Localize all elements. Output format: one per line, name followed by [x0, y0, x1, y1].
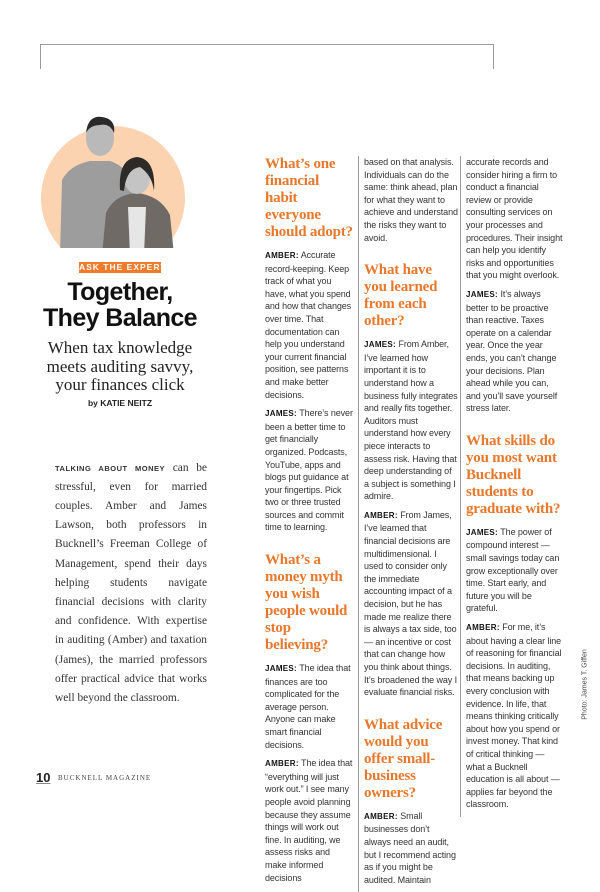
- answer-text: accurate records and consider hiring a firm to conduct a financial review or provide consulting services on your processes and procedures. Their insight can help you identify risks and opportunities that you might overlook.: [466, 157, 563, 281]
- answer-text: From James, I’ve learned that financial decisions are multidimensional. I used to consider only the immediate accounting impact of a decision, but he has made me realize there is always a tax side, too — an incentive or cost that can change how you think about things. It’s broadened the way I evaluate financial risks.: [364, 509, 457, 698]
- question-heading: What’s one financial habit everyone should adopt?: [265, 156, 353, 240]
- speaker-label: AMBER:: [265, 759, 299, 769]
- top-frame: [40, 44, 494, 69]
- page-title: Together, They Balance: [43, 278, 197, 332]
- answer-text: Small businesses don’t always need an audit, but I recommend acting as if you might be audited. Maintain: [364, 810, 456, 885]
- answer: [364, 509, 458, 699]
- answer: [265, 249, 353, 401]
- question-heading: What skills do you most want Bucknell students to graduate with?: [466, 432, 561, 517]
- subtitle: When tax knowledge meets auditing savvy, your finances click: [46, 338, 194, 394]
- column-3: [460, 156, 564, 817]
- byline: by KATIE NEITZ: [87, 397, 153, 408]
- intro-lead: TALKING ABOUT MONEY: [55, 463, 166, 473]
- answer-text: based on that analysis. Individuals can do the same: think ahead, plan for what they want to achieve and understand the risks they want to avoid.: [364, 157, 458, 243]
- speaker-label: AMBER:: [466, 623, 500, 633]
- answer: [466, 288, 564, 415]
- speaker-label: AMBER:: [265, 251, 299, 260]
- speaker-label: JAMES:: [466, 527, 499, 537]
- answer: [364, 810, 458, 887]
- answer-text: The power of compound interest — small savings today can grow exceptionally over time. Start early, and future you will be grateful.: [466, 526, 560, 614]
- answer-text: Accurate record-keeping. Keep track of what you have, what you spend and how that changes over time. That documentation can help you understand your current financial position, see patterns and make better decisions.: [265, 250, 352, 400]
- speaker-label: JAMES:: [466, 289, 499, 299]
- column-2: [358, 156, 458, 892]
- intro-text: can be stressful, even for married couples. Amber and James Lawson, both professors in Bucknell’s Freeman College of Management, spend their days helping students navigate financial decisions with clarity and confidence. With expertise in auditing (Amber) and taxation (James), the married professors offer practical advice that works well beyond the classroom.: [55, 461, 207, 704]
- question-heading: What have you learned from each other?: [364, 262, 438, 330]
- speaker-label: JAMES:: [265, 664, 298, 674]
- speaker-label: JAMES:: [265, 409, 298, 419]
- answer-text: For me, it’s about having a clear line of reasoning for financial decisions. In auditing, that means backing up every conclusion with evidence. In life, that means thinking critically about how you spend or invest money. That kind of critical thinking — what a Bucknell education is all about — applies far beyond the classroom.: [466, 622, 562, 810]
- answer-text: It’s always better to be proactive than reactive. Taxes operate on a calendar year. Once the year ends, you can’t change your decisions. Plan ahead while you can, and you’ll save yourself stress later.: [466, 288, 558, 414]
- answer-text: The idea that finances are too complicated for the average person. Anyone can make smart financial decisions.: [265, 663, 351, 750]
- speaker-label: AMBER:: [364, 811, 398, 821]
- answer-text: From Amber, I’ve learned how important it is to understand how a business fully integrates and really fits together. Auditors must understand how every piece interacts to assess risk. Having that deep understanding of a subject is something I admire.: [364, 339, 458, 502]
- answer: [466, 526, 564, 615]
- photo-credit: Photo: James T. Giffen: [581, 649, 589, 720]
- intro-paragraph: [55, 459, 207, 709]
- speaker-label: AMBER:: [364, 510, 398, 520]
- column-1: [265, 156, 353, 890]
- magazine-name: BUCKNELL MAGAZINE: [58, 774, 152, 782]
- question-heading: What’s a money myth you wish people would stop believing?: [265, 552, 348, 654]
- answer-text: There’s never been a better time to get financially organized. Podcasts, YouTube, apps and blogs put guidance at your fingertips. Pick two or three trusted sources and commit time to learning.: [265, 408, 353, 533]
- answer-text: The idea that “everything will just work out.” I see many people avoid planning because they assume things will work out fine. In auditing, we assess risks and make informed decisions: [265, 758, 353, 883]
- section-badge: ASK THE EXPERTS: [79, 262, 174, 272]
- answer: [265, 662, 353, 751]
- headline-column: [30, 262, 210, 708]
- question-heading: What advice would you offer small-business owners?: [364, 716, 443, 801]
- answer: [265, 757, 353, 884]
- answer: [265, 407, 353, 534]
- page-number: 10: [36, 770, 51, 785]
- portrait-photo: [40, 95, 190, 250]
- answer: [364, 338, 458, 503]
- answer: [466, 621, 564, 811]
- speaker-label: JAMES:: [364, 340, 397, 350]
